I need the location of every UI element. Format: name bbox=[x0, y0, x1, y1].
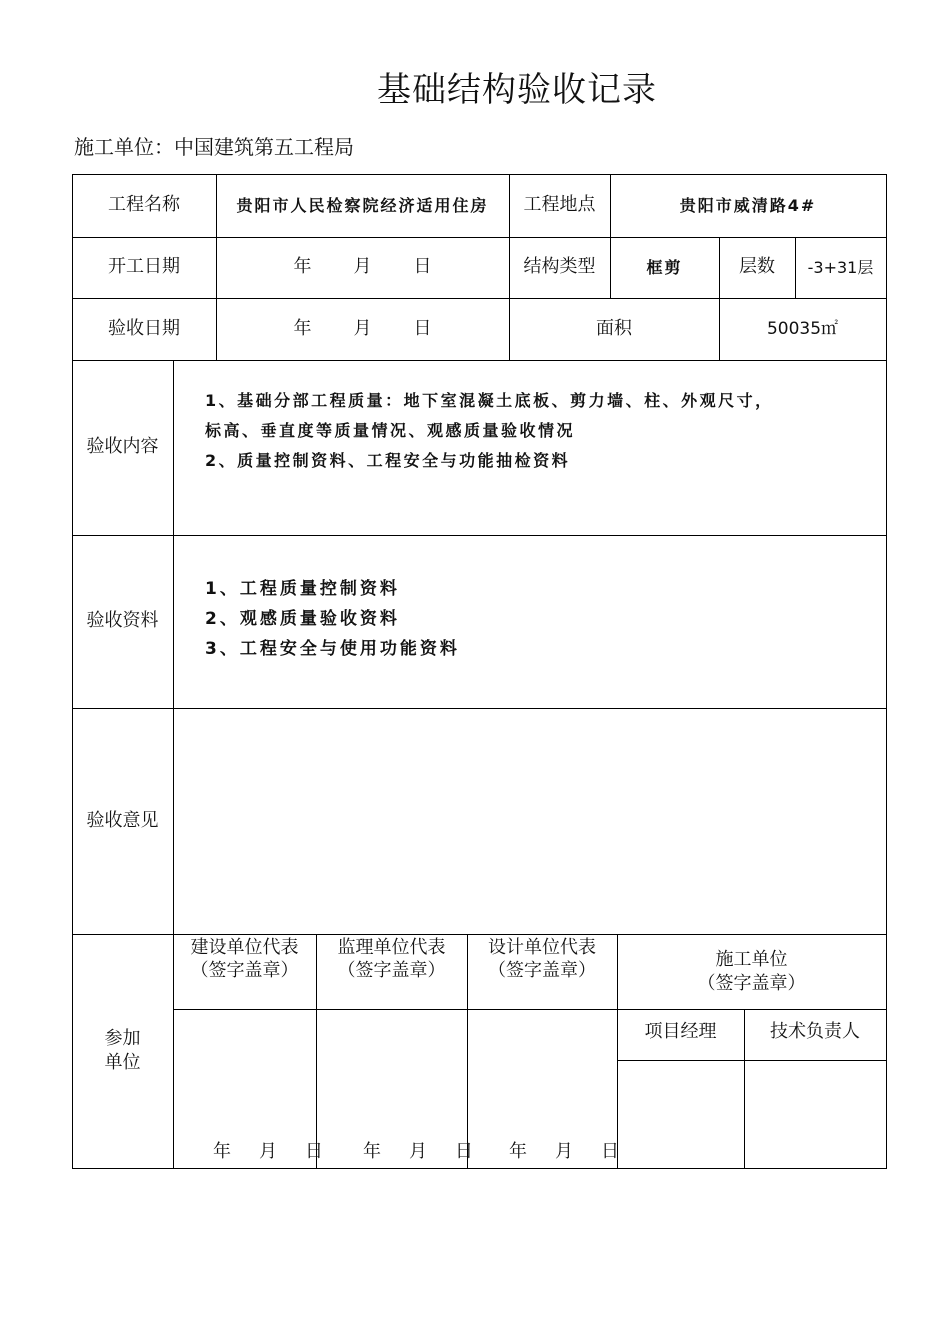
date-day: 日 bbox=[413, 317, 432, 339]
page-title: 基础结构验收记录 bbox=[377, 70, 657, 110]
date-year: 年 bbox=[363, 1141, 381, 1162]
content-label: 验收内容 bbox=[86, 436, 159, 458]
build-rep-header bbox=[173, 934, 316, 984]
area-label: 面积 bbox=[596, 317, 632, 339]
date-month: 月 bbox=[259, 1141, 277, 1162]
materials-label: 验收资料 bbox=[86, 610, 159, 632]
supervise-rep-date bbox=[363, 1137, 473, 1163]
content-line-3: 2、质量控制资料、工程安全与功能抽检资料 bbox=[205, 451, 571, 470]
project-name-value: 贵阳市人民检察院经济适用住房 bbox=[236, 195, 489, 215]
design-rep-sign-note: （签字盖章） bbox=[488, 960, 596, 981]
design-rep-date bbox=[509, 1137, 619, 1163]
date-year: 年 bbox=[293, 256, 312, 278]
supervise-rep-header bbox=[316, 934, 467, 984]
supervise-rep-sign-note: （签字盖章） bbox=[337, 960, 446, 981]
build-rep-title: 建设单位代表 bbox=[190, 936, 299, 958]
supervise-rep-title: 监理单位代表 bbox=[337, 936, 446, 958]
date-month: 月 bbox=[555, 1141, 573, 1162]
accept-date-value bbox=[216, 298, 509, 360]
tech-lead-label: 技术负责人 bbox=[770, 1020, 860, 1042]
construct-unit-title: 施工单位 bbox=[715, 949, 788, 971]
area-value: 50035㎡ bbox=[766, 318, 839, 339]
project-manager-label: 项目经理 bbox=[644, 1020, 717, 1042]
floors-label: 层数 bbox=[739, 256, 775, 278]
content-line-2: 标高、垂直度等质量情况、观感质量验收情况 bbox=[205, 421, 576, 440]
accept-date-label: 验收日期 bbox=[108, 317, 180, 339]
project-name-label: 工程名称 bbox=[108, 194, 180, 216]
date-day: 日 bbox=[455, 1141, 473, 1162]
date-year: 年 bbox=[213, 1141, 231, 1162]
materials-line-2: 2、观感质量验收资料 bbox=[205, 609, 400, 629]
participants-label-line1: 参加 bbox=[104, 1027, 141, 1049]
build-rep-sign-note: （签字盖章） bbox=[190, 960, 299, 981]
build-rep-date bbox=[213, 1137, 323, 1163]
structure-type-label: 结构类型 bbox=[523, 256, 596, 278]
start-date-label: 开工日期 bbox=[108, 256, 180, 278]
construction-unit-line: 施工单位：中国建筑第五工程局 bbox=[74, 135, 354, 159]
content-line-1: 1、基础分部工程质量：地下室混凝土底板、剪力墙、柱、外观尺寸， bbox=[205, 391, 774, 410]
date-year: 年 bbox=[509, 1141, 527, 1162]
date-day: 日 bbox=[601, 1141, 619, 1162]
date-year: 年 bbox=[293, 317, 312, 339]
start-date-value bbox=[216, 237, 509, 298]
materials-list bbox=[205, 574, 460, 664]
project-location-label: 工程地点 bbox=[523, 194, 596, 216]
construct-unit-sign-note: （签字盖章） bbox=[697, 972, 806, 994]
design-rep-header bbox=[467, 934, 617, 984]
date-month: 月 bbox=[353, 256, 372, 278]
structure-type-value: 框剪 bbox=[646, 257, 683, 277]
project-location-value: 贵阳市威清路4# bbox=[679, 195, 817, 215]
design-rep-title: 设计单位代表 bbox=[488, 936, 596, 958]
construct-unit-header bbox=[617, 934, 886, 1009]
opinion-label: 验收意见 bbox=[86, 809, 159, 831]
participants-label-line2: 单位 bbox=[104, 1052, 141, 1073]
floors-value: -3+31层 bbox=[807, 257, 874, 277]
content-list bbox=[205, 386, 774, 476]
participants-label bbox=[72, 934, 173, 1168]
date-month: 月 bbox=[353, 317, 372, 339]
materials-line-3: 3、工程安全与使用功能资料 bbox=[205, 639, 460, 659]
date-month: 月 bbox=[409, 1141, 427, 1162]
date-day: 日 bbox=[413, 256, 432, 278]
opinion-area[interactable] bbox=[174, 709, 886, 934]
materials-line-1: 1、工程质量控制资料 bbox=[205, 579, 400, 599]
date-day: 日 bbox=[305, 1141, 323, 1162]
